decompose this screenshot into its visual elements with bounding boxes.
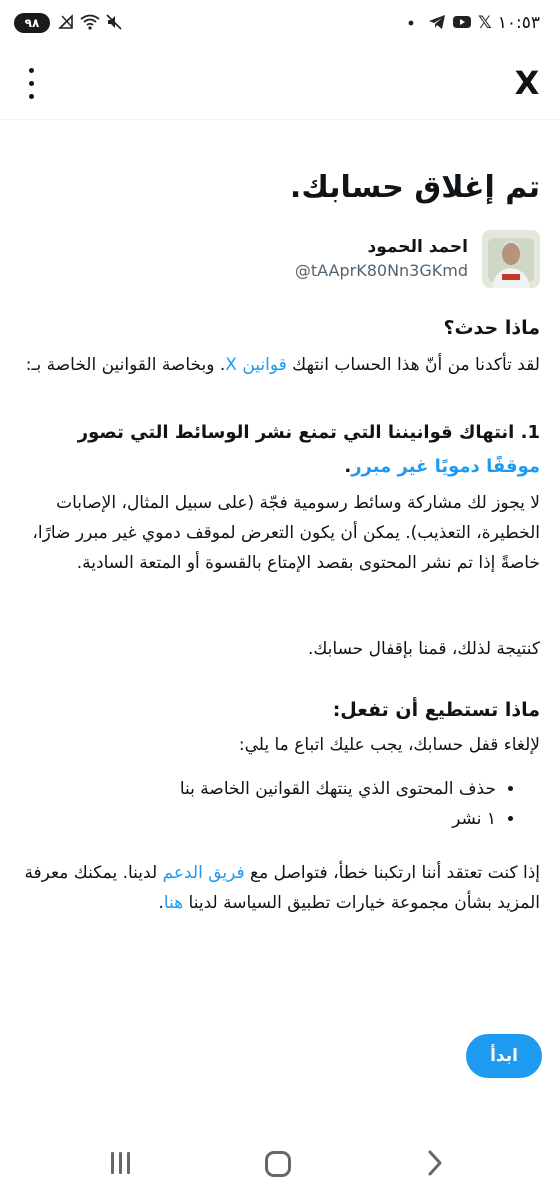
violation-item: [20, 416, 540, 578]
list-item: • ١ نشر: [20, 804, 496, 834]
x-logo-icon: 𝕏: [478, 13, 492, 33]
wifi-icon: [80, 14, 100, 34]
what-happened-heading: ماذا حدث؟: [443, 317, 540, 339]
app-header: [0, 50, 560, 120]
violation-title-end: .: [344, 456, 352, 477]
recents-icon[interactable]: [108, 1150, 134, 1176]
signal-icon: [58, 14, 74, 34]
here-link[interactable]: هنا: [163, 893, 184, 913]
x-close-icon[interactable]: X: [514, 64, 540, 102]
page-title: تم إغلاق حسابك.: [289, 170, 540, 205]
user-name: احمد الحمود: [367, 237, 468, 257]
battery-icon: ٩٨: [14, 13, 50, 33]
placeholder-dot-icon: [407, 14, 415, 34]
support-team-link[interactable]: فريق الدعم: [162, 863, 245, 883]
back-icon[interactable]: [422, 1148, 448, 1178]
violation-number: 1.: [520, 422, 540, 443]
what-you-can-do-heading: ماذا تستطيع أن تفعل:: [332, 699, 540, 721]
clock: ١٠:٥٣: [497, 13, 540, 33]
contact-text-end: .: [158, 893, 164, 913]
gratuitous-gore-link[interactable]: موقفًا دمويًا غير مبرر: [351, 456, 540, 477]
start-button[interactable]: ابدأ: [466, 1034, 542, 1078]
x-rules-link[interactable]: قوانين X: [225, 355, 287, 375]
consequence-text: كنتيجة لذلك، قمنا بإقفال حسابك.: [307, 639, 540, 659]
home-icon[interactable]: [265, 1151, 291, 1177]
unlock-instructions: لإلغاء قفل حسابك، يجب عليك اتباع ما يلي:: [238, 735, 540, 755]
violation-title-text: انتهاك قوانيننا التي تمنع نشر الوسائط التي تصور: [77, 422, 521, 443]
user-row: [20, 230, 540, 288]
system-nav-bar: [0, 1130, 560, 1200]
youtube-icon: [452, 14, 472, 34]
user-handle: @tAAprK80Nn3GKmd: [294, 261, 468, 280]
violation-title: [20, 416, 540, 484]
contact-text-start: إذا كنت تعتقد أننا ارتكبنا خطأ، فتواصل مع: [244, 863, 540, 883]
more-vertical-icon[interactable]: [22, 66, 42, 102]
intro-text-start: لقد تأكدنا من أنّ هذا الحساب انتهك: [286, 355, 540, 375]
todo-list: [20, 774, 540, 834]
telegram-icon: [428, 14, 446, 34]
user-info: [295, 235, 468, 283]
avatar[interactable]: [482, 230, 540, 288]
mute-icon: [106, 14, 122, 34]
status-bar: [0, 0, 560, 50]
contact-text: [20, 858, 540, 918]
intro-text-end: . وبخاصة القوانين الخاصة بـ:: [25, 355, 226, 375]
violation-description: لا يجوز لك مشاركة وسائط رسومية فجّة (على سبيل المثال، الإصابات الخطيرة، التعذيب). يمكن أن يكون التعرض لموقف دموي غير مبرر ضارًا، خاصةً إذا تم نشر المحتوى بقصد الإمتاع بالقسوة أو المتعة السادية.: [32, 493, 540, 573]
main-content: [0, 120, 560, 918]
what-happened-text: [20, 350, 540, 380]
list-item: • حذف المحتوى الذي ينتهك القوانين الخاصة بنا: [20, 774, 496, 804]
contact-text-middle: لدينا. يمكنك معرفة المزيد بشأن مجموعة خيارات تطبيق السياسة لدينا: [24, 863, 540, 913]
